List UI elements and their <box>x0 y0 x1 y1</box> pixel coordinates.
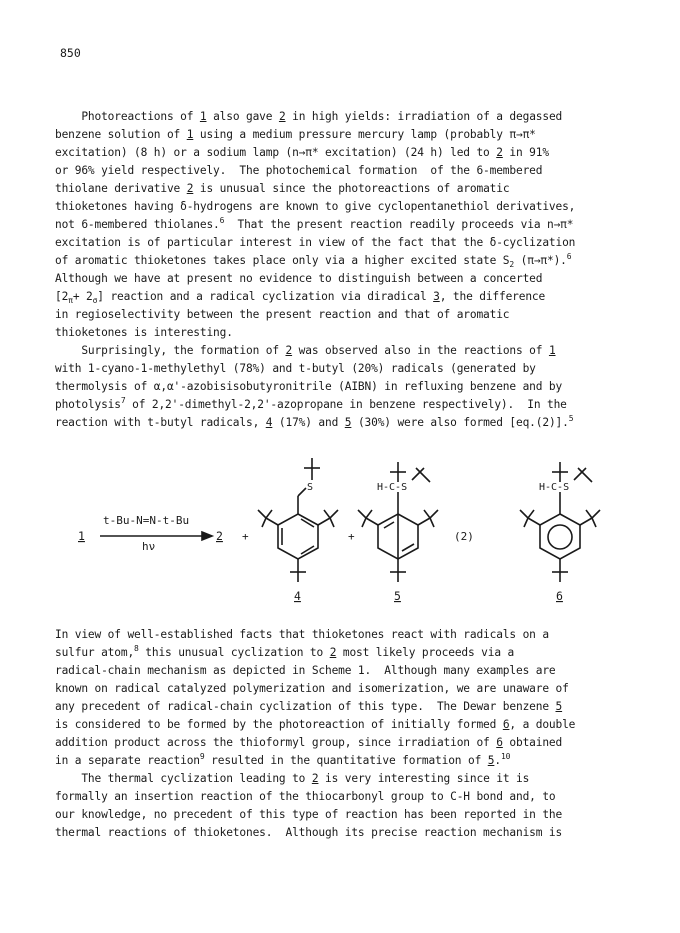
text-line: addition product across the thioformyl group, since irradiation of 6 obtained <box>55 736 563 749</box>
text-line: thermolysis of α,α'-azobisisobutyronitrile (AIBN) in refluxing benzene and by <box>55 380 563 393</box>
plus-sign: + <box>242 530 249 543</box>
plus-sign: + <box>348 530 355 543</box>
text-line: radical-chain mechanism as depicted in Scheme 1. Although many examples are <box>55 664 556 677</box>
text-line: excitation is of particular interest in view of the fact that the δ-cyclization <box>55 236 576 249</box>
equation-number: (2) <box>454 530 474 543</box>
text-line: formally an insertion reaction of the thiocarbonyl group to C-H bond and, to <box>55 790 556 803</box>
compound-4-structure <box>258 458 338 582</box>
text-line: The thermal cyclization leading to 2 is very interesting since it is <box>55 772 530 785</box>
text-line: in regioselectivity between the present reaction and that of aromatic <box>55 308 510 321</box>
text-line: In view of well-established facts that thioketones react with radicals on a <box>55 628 549 641</box>
hcs-label: H-C-S <box>539 482 570 493</box>
text-line: benzene solution of 1 using a medium pressure mercury lamp (probably π→π* <box>55 128 536 141</box>
text-line: thioketones is interesting. <box>55 326 233 339</box>
text-line: thermal reactions of thioketones. Although its precise reaction mechanism is <box>55 826 563 839</box>
condition-label: hν <box>142 540 156 553</box>
arrow-head <box>202 532 212 540</box>
compound-5-structure <box>358 462 438 582</box>
page-number: 850 <box>60 46 81 60</box>
text-line: in a separate reaction$^9$ resulted in the quantitative formation of 5.10 <box>55 752 511 767</box>
reactant-label: 1 <box>78 529 85 543</box>
text-line: our knowledge, no precedent of this type of reaction has been reported in the <box>55 808 563 821</box>
text-line: or 96% yield respectively. The photochemical formation of the 6-membered <box>55 164 543 177</box>
reaction-scheme <box>0 430 680 610</box>
text-line: not 6-membered thiolanes.$^6$ That the present reaction readily proceeds via n→π* <box>55 216 574 231</box>
text-line: reaction with t-butyl radicals, 4 (17%) and 5 (30%) were also formed [eq.(2)].$^5$ <box>55 414 574 429</box>
compound-6-structure <box>520 462 600 582</box>
text-line: sulfur atom,$^8$ this unusual cyclization to 2 most likely proceeds via a <box>55 644 515 659</box>
compound-6-label: 6 <box>556 589 563 603</box>
text-line: Surprisingly, the formation of 2 was observed also in the reactions of 1 <box>55 344 556 357</box>
text-line: Photoreactions of 1 also gave 2 in high yields: irradiation of a degassed <box>55 110 563 123</box>
text-line: excitation) (8 h) or a sodium lamp (n→π* excitation) (24 h) led to 2 in 91% <box>55 146 549 159</box>
text-line: Although we have at present no evidence to distinguish between a concerted <box>55 272 543 285</box>
text-line: $[2_\pi+ 2_\sigma]$ reaction and a radical cyclization via diradical 3, the difference <box>55 290 546 305</box>
text-line: photolysis$^7$ of 2,2'-dimethyl-2,2'-azopropane in benzene respectively). In the <box>55 396 567 411</box>
text-line: thioketones having δ-hydrogens are known to give cyclopentanethiol derivatives, <box>55 200 576 213</box>
reagent-label: t-Bu-N=N-t-Bu <box>103 514 190 527</box>
text-line: thiolane derivative 2 is unusual since the photoreactions of aromatic <box>55 182 510 195</box>
text-line: any precedent of radical-chain cyclization of this type. The Dewar benzene 5 <box>55 700 563 713</box>
product-2-label: 2 <box>216 529 223 543</box>
text-line: is considered to be formed by the photoreaction of initially formed 6, a double <box>55 718 576 731</box>
hcs-label: H-C-S <box>377 482 408 493</box>
text-line: known on radical catalyzed polymerization and isomerization, we are unaware of <box>55 682 569 695</box>
text-line: of aromatic thioketones takes place only via a higher excited state $S_2$ (π→π*).$^6$ <box>55 252 572 269</box>
text-line: with 1-cyano-1-methylethyl (78%) and t-butyl (20%) radicals (generated by <box>55 362 536 375</box>
compound-5-label: 5 <box>394 589 401 603</box>
sulfur-label: S <box>307 482 314 493</box>
compound-4-label: 4 <box>294 589 301 603</box>
